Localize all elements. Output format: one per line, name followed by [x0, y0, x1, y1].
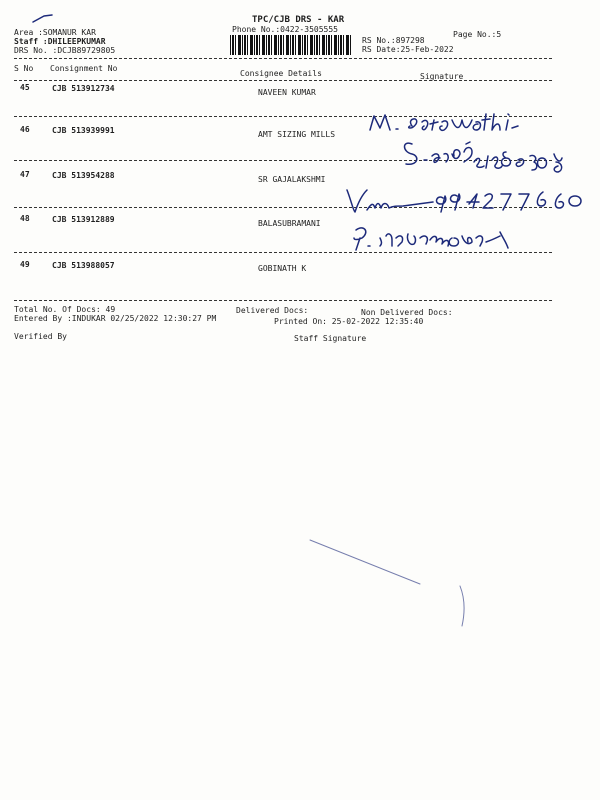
column-signature: Signature	[420, 72, 464, 81]
row-consignment: CJB 513954288	[52, 171, 115, 180]
row-consignee: NAVEEN KUMAR	[258, 88, 316, 97]
rs-number: RS No.:897298	[362, 36, 425, 45]
row-sno: 45	[20, 83, 30, 92]
area-label: Area :SOMANUR KAR	[14, 28, 96, 37]
row-consignee: GOBINATH K	[258, 264, 307, 273]
stray-pen-stroke	[300, 538, 480, 630]
row-sno: 46	[20, 125, 30, 134]
row-consignee: AMT SIZING MILLS	[258, 130, 336, 139]
printed-on: Printed On: 25-02-2022 12:35:40	[274, 317, 424, 326]
non-delivered-docs: Non Delivered Docs:	[361, 308, 453, 317]
column-divider	[14, 80, 552, 81]
column-sno: S No	[14, 64, 34, 73]
header-divider	[14, 58, 552, 59]
row-consignment: CJB 513912889	[52, 215, 115, 224]
delivered-docs: Delivered Docs:	[236, 306, 309, 315]
document-title: TPC/CJB DRS - KAR	[252, 15, 345, 25]
page-number: Page No.:5	[453, 30, 502, 39]
row-consignment: CJB 513912734	[52, 84, 115, 93]
phone-number: Phone No.:0422-3505555	[232, 25, 338, 34]
column-consignment: Consignment No	[50, 64, 118, 73]
signature-row-48	[350, 224, 550, 254]
signature-row-47-phone	[345, 184, 585, 220]
total-docs: Total No. Of Docs: 49	[14, 305, 116, 314]
row-sno: 49	[20, 260, 30, 269]
entered-by: Entered By :INDUKAR 02/25/2022 12:30:27 PM	[14, 314, 217, 323]
signature-row-46	[368, 110, 558, 136]
column-consignee: Consignee Details	[240, 69, 322, 78]
row-sno: 47	[20, 170, 30, 179]
pen-mark	[30, 12, 60, 26]
row-sno: 48	[20, 214, 30, 223]
rs-date: RS Date:25-Feb-2022	[362, 45, 454, 54]
row-consignee: SR GAJALAKSHMI	[258, 175, 326, 184]
verified-by: Verified By	[14, 332, 67, 341]
signature-row-47-name	[402, 138, 572, 184]
staff-signature-label: Staff Signature	[294, 334, 367, 343]
table-bottom-divider	[14, 300, 552, 301]
barcode	[230, 35, 352, 55]
row-consignment: CJB 513939991	[52, 126, 115, 135]
drs-number: DRS No. :DCJB89729805	[14, 46, 116, 55]
staff-label: Staff :DHILEEPKUMAR	[14, 37, 106, 46]
row-consignee: BALASUBRAMANI	[258, 219, 321, 228]
row-consignment: CJB 513988057	[52, 261, 115, 270]
